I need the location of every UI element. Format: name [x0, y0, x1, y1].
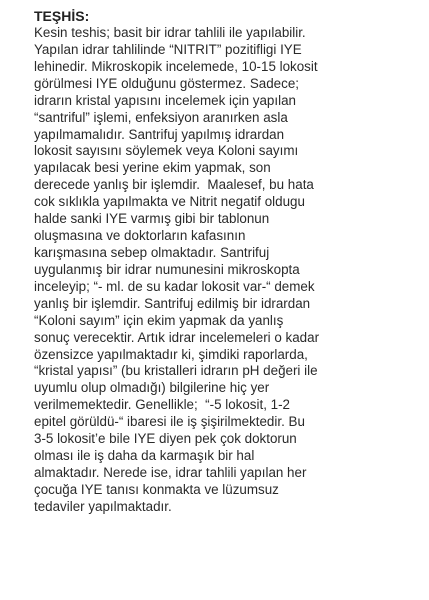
- text-line: uyumlu olup olmadığı) bilgilerine hiç yer: [34, 380, 270, 396]
- text-line: oluşmasına ve doktorların kafasının: [34, 228, 246, 244]
- document-body: [34, 8, 429, 516]
- text-line: Yapılan idrar tahlilinde “NITRIT” pozitifligi IYE: [34, 41, 302, 57]
- text-line: idrarın kristal yapısını incelemek için yapılan: [34, 92, 296, 108]
- text-line: uygulanmış bir idrar numunesini mikroskopta: [34, 261, 300, 277]
- text-line: çocuğa IYE tanısı konmakta ve lüzumsuz: [34, 481, 279, 497]
- text-line: yapılmamalıdır. Santrifuj yapılmış idrardan: [34, 126, 285, 142]
- text-line: sonuç verecektir. Artık idrar incelemeleri o kadar: [34, 329, 320, 345]
- paragraph: [34, 25, 429, 516]
- text-line: özensizce yapılmaktadır ki, şimdiki raporlarda,: [34, 346, 308, 362]
- text-line: derecede yanlış bir işlemdir. Maalesef, bu hata: [34, 177, 314, 193]
- text-line: halde sanki IYE varmış gibi bir tablonun: [34, 211, 270, 227]
- text-line: karışmasına sebep olmaktadır. Santrifuj: [34, 244, 270, 260]
- text-line: Kesin teshis; basit bir idrar tahlili ile yapılabilir.: [34, 25, 306, 40]
- text-line: yanlış bir işlemdir. Santrifuj edilmiş bir idrardan: [34, 295, 311, 311]
- text-line: epitel görüldü-“ ibaresi ile iş şişirilmektedir. Bu: [34, 414, 305, 430]
- section-heading: TEŞHİS:: [34, 8, 90, 24]
- text-line: inceleyip; “- ml. de su kadar lokosit var-“ demek: [34, 278, 315, 294]
- text-line: 3-5 lokosit’e bile IYE diyen pek çok doktorun: [34, 431, 297, 447]
- text-line: yapılacak besi yerine ekim yapmak, son: [34, 160, 271, 176]
- text-line: lehinedir. Mikroskopik incelemede, 10-15 lokosit: [34, 58, 318, 74]
- text-line: “Koloni sayım” için ekim yapmak da yanlış: [34, 312, 284, 328]
- text-line: lokosit sayısını söylemek veya Koloni sayımı: [34, 143, 299, 159]
- text-line: tedaviler yapılmaktadır.: [34, 498, 172, 514]
- text-line: almaktadır. Nerede ise, idrar tahlili yapılan her: [34, 464, 307, 480]
- text-line: görülmesi IYE olduğunu göstermez. Sadece;: [34, 75, 299, 91]
- text-line: olması ile iş daha da karmaşık bir hal: [34, 448, 255, 464]
- text-line: “kristal yapısı” (bu kristalleri idrarın pH değeri ile: [34, 363, 318, 379]
- text-line: “santriful” işlemi, enfeksiyon aranırken asla: [34, 109, 288, 125]
- text-line: cok sıklıkla yapılmakta ve Nitrit negatif oldugu: [34, 194, 305, 210]
- text-line: verilmemektedir. Genellikle; “-5 lokosit, 1-2: [34, 397, 290, 413]
